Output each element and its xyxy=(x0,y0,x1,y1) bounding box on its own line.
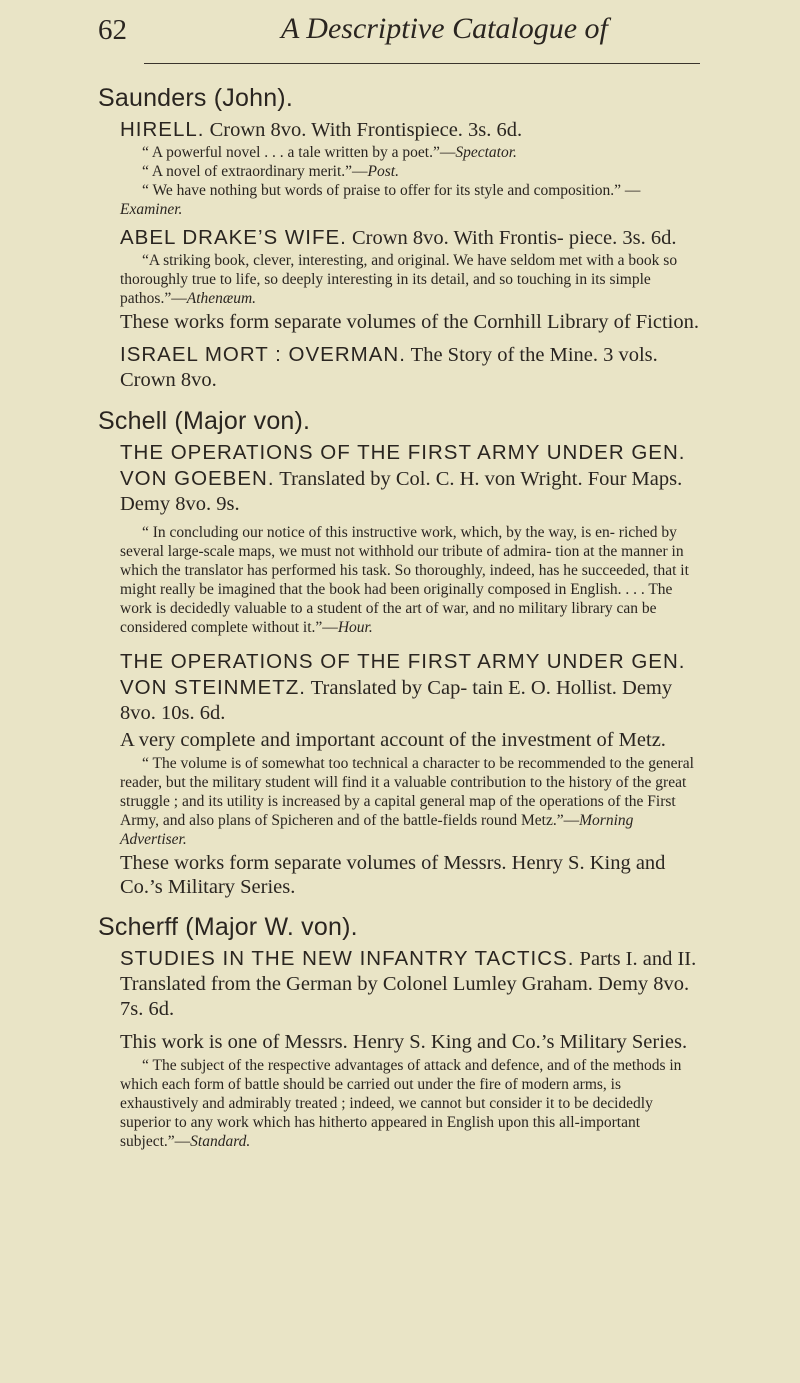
book-details: Crown 8vo. With Frontis- piece. 3s. 6d. xyxy=(351,227,677,249)
review-quote: “ The volume is of somewhat too technical a character to be recommended to the general reader, but the military student will find it a valuable contribution to the history of the great struggle ; and its utility is increased by a capital general map of the operations of the First Army, and also plans of Spicheren and of the battle-fields round Metz.”—Morning Advertiser. xyxy=(120,755,694,848)
review-source: Hour. xyxy=(337,619,373,636)
book-title: HIRELL. xyxy=(120,118,205,141)
entry-description: A very complete and important account of the investment of Metz. xyxy=(120,729,666,751)
author-heading: Saunders (John). xyxy=(98,84,293,112)
header-rule xyxy=(144,63,700,64)
review-source: Examiner. xyxy=(120,201,183,218)
book-title: ABEL DRAKE’S WIFE. xyxy=(120,226,347,249)
author-heading: Schell (Major von). xyxy=(98,407,311,435)
catalogue-entry xyxy=(120,440,700,637)
book-details: Crown 8vo. With Frontispiece. 3s. 6d. xyxy=(209,119,523,141)
page-header xyxy=(98,0,700,66)
entry-title-line xyxy=(120,440,700,517)
book-title: STUDIES IN THE NEW INFANTRY TACTICS. xyxy=(120,947,575,970)
book-details: Translated by Cap- tain E. O. Hollist. Demy 8vo. 10s. 6d. xyxy=(120,677,673,724)
catalogue-entry xyxy=(120,225,700,334)
review-source: Standard. xyxy=(190,1133,251,1150)
book-details: Translated by Col. C. H. von Wright. Four Maps. Demy 8vo. 9s. xyxy=(120,468,683,515)
series-note: These works form separate volumes of the Cornhill Library of Fiction. xyxy=(120,311,699,333)
series-note: These works form separate volumes of Messrs. Henry S. King and Co.’s Military Series. xyxy=(120,852,666,898)
entry-title-line xyxy=(120,342,700,393)
catalogue-entry xyxy=(120,649,700,899)
entry-title-line xyxy=(120,649,700,726)
entry-title-line xyxy=(120,946,700,1022)
book-title: THE OPERATIONS OF THE FIRST ARMY UNDER GEN. VON STEINMETZ. xyxy=(120,650,686,699)
catalogue-entry xyxy=(120,342,700,393)
book-title: THE OPERATIONS OF THE FIRST ARMY UNDER GEN. VON GOEBEN. xyxy=(120,441,686,490)
catalogue-entry xyxy=(120,117,700,219)
catalogue-entry xyxy=(120,946,700,1151)
book-title: ISRAEL MORT : OVERMAN. xyxy=(120,343,406,366)
entry-description: This work is one of Messrs. Henry S. King and Co.’s Military Series. xyxy=(120,1031,688,1053)
author-heading: Scherff (Major W. von). xyxy=(98,913,358,941)
entry-title-line xyxy=(120,117,700,143)
review-quote: “ A novel of extraordinary merit.”—Post. xyxy=(142,163,399,180)
review-quote: “ We have nothing but words of praise to offer for its style and composition.” —Examiner. xyxy=(120,182,641,218)
book-details: Parts I. and II. Translated from the German by Colonel Lumley Graham. Demy 8vo. 7s. 6d. xyxy=(120,948,697,1020)
page-number: 62 xyxy=(98,14,127,46)
review-quote: “ The subject of the respective advantages of attack and defence, and of the methods in which each form of battle should be carried out under the fire of modern arms, is exhaustively and admirably treated ; indeed, we cannot but consider it to be decidedly superior to any work which has hitherto appeared in English upon this all-important subject.”—Standard. xyxy=(120,1057,682,1150)
review-quote: “A striking book, clever, interesting, and original. We have seldom met with a book so thoroughly true to life, so deeply interesting in its detail, and so touching in its simple pathos.”—Athenæum. xyxy=(120,252,678,307)
review-source: Spectator. xyxy=(455,144,517,161)
entry-title-line xyxy=(120,225,700,251)
review-source: Post. xyxy=(367,163,399,180)
review-quote: “ A powerful novel . . . a tale written by a poet.”—Spectator. xyxy=(142,144,517,161)
book-details: The Story of the Mine. 3 vols. Crown 8vo. xyxy=(120,344,658,391)
review-source: Morning Advertiser. xyxy=(120,812,634,848)
review-quote: “ In concluding our notice of this instructive work, which, by the way, is en- riched by several large-scale maps, we must not withhold our tribute of admira- tion at the manner in which the translator has performed his task. So thoroughly, indeed, has he succeeded, that it might really be imagined that the book had been originally composed in English. . . . The work is decidedly valuable to a student of the art of war, and no military library can be considered complete without it.”—Hour. xyxy=(120,524,689,636)
running-title: A Descriptive Catalogue of xyxy=(281,12,608,45)
review-source: Athenæum. xyxy=(186,290,257,307)
